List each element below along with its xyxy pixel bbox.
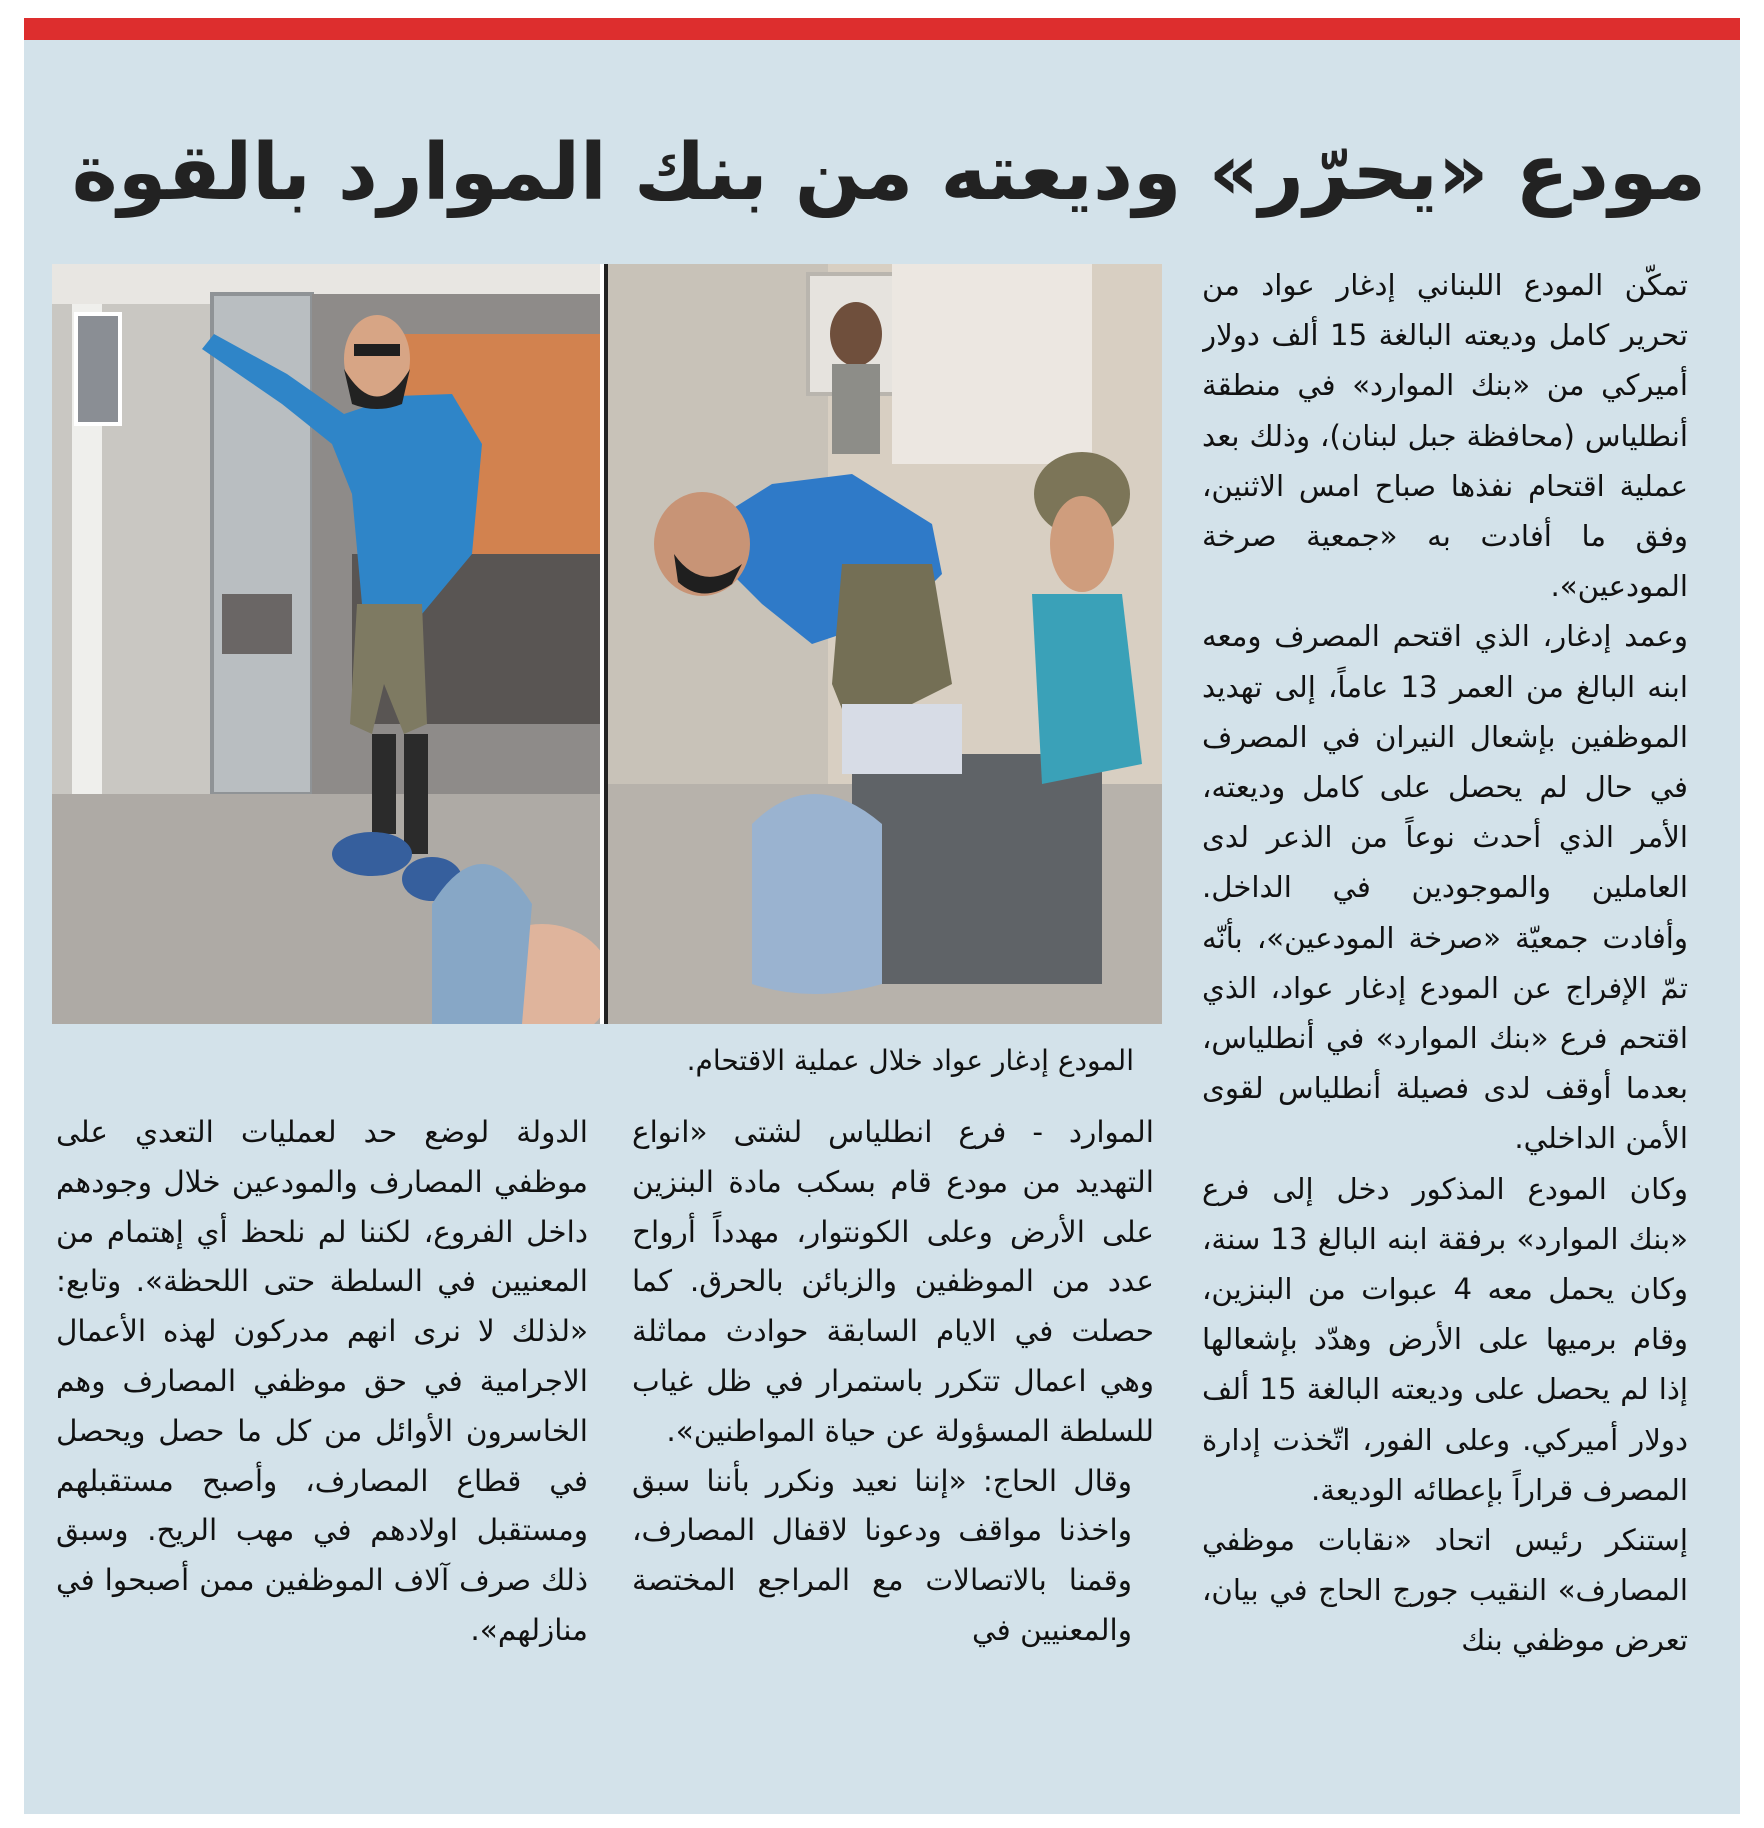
paragraph: تمكّن المودع اللبناني إدغار عواد من تحرير كامل وديعته البالغة 15 ألف دولار أميركي من «بنك الموارد» في منطقة أنطلياس (محافظة جبل لبنان)، وذلك بعد عملية اقتحام نفذها صباح امس الاثنين، وفق ما أفادت به «جمعية صرخة المودعين». xyxy=(1202,268,1689,604)
headline: مودع «يحرّر» وديعته من بنك الموارد بالقوة xyxy=(71,128,1706,218)
paragraph: وكان المودع المذكور دخل إلى فرع «بنك الموارد» برفقة ابنه البالغ 13 سنة، وكان يحمل معه 4 عبوات من البنزين، وقام برميها على الأرض وهدّد بإشعالها إذا لم يحصل على وديعته البالغة 15 ألف دولار أميركي. وعلى الفور، اتّخذت إدارة المصرف قراراً بإعطائه الوديعة. xyxy=(1202,1171,1688,1507)
top-red-bar xyxy=(24,18,1740,40)
article-column-left xyxy=(56,1108,588,1780)
paragraph: وعمد إدغار، الذي اقتحم المصرف ومعه ابنه البالغ من العمر 13 عاماً، إلى تهديد الموظفين بإشعال النيران في المصرف في حال لم يحصل على كامل وديعته، الأمر الذي أحدث نوعاً من الذعر لدى العاملين والموجودين في الداخل. وأفادت جمعيّة «صرخة المودعين»، بأنّه تمّ الإفراج عن المودع إدغار عواد، الذي اقتحم فرع «بنك الموارد» في أنطلياس، بعدما أوقف لدى فصيلة أنطلياس لقوى الأمن الداخلي. xyxy=(1202,619,1688,1156)
paragraph: إستنكر رئيس اتحاد «نقابات موظفي المصارف» النقيب جورج الحاج في بيان، تعرض موظفي بنك xyxy=(1202,1523,1688,1658)
paragraph: وقال الحاج: «إننا نعيد ونكرر بأننا سبق واخذنا مواقف ودعونا لاقفال المصارف، وقمنا بالاتصالات مع المراجع المختصة والمعنيين في xyxy=(632,1463,1132,1647)
photo-divider-line xyxy=(604,264,608,1024)
paragraph: الموارد - فرع انطلياس لشتى «انواع التهديد من مودع قام بسكب مادة البنزين على الأرض وعلى الكونتوار، مهدداً أرواح عدد من الموظفين والزبائن بالحرق. كما حصلت في الايام السابقة حوادث مماثلة وهي اعمال تتكرر باستمرار في ظل غياب للسلطة المسؤولة عن حياة المواطنين». xyxy=(632,1115,1154,1448)
newspaper-page xyxy=(24,18,1740,1814)
photo-caption: المودع إدغار عواد خلال عملية الاقتحام. xyxy=(686,1044,1134,1077)
photo-collage xyxy=(52,264,1162,1024)
photo-left xyxy=(52,264,612,1024)
article-column-middle xyxy=(632,1108,1154,1780)
article-column-right xyxy=(1202,260,1710,1780)
paragraph: الدولة لوضع حد لعمليات التعدي على موظفي المصارف والمودعين خلال وجودهم داخل الفروع، لكننا لم نلحظ أي إهتمام من المعنيين في السلطة حتى اللحظة». وتابع: «لذلك لا نرى انهم مدركون لهذه الأعمال الاجرامية في حق موظفي المصارف وهم الخاسرون الأوائل من كل ما حصل ويحصل في قطاع المصارف، وأصبح مستقبلهم ومستقبل اولادهم في مهب الريح. وسبق ذلك صرف آلاف الموظفين ممن أصبحوا في منازلهم». xyxy=(56,1115,588,1647)
photo-right xyxy=(608,264,1162,1024)
